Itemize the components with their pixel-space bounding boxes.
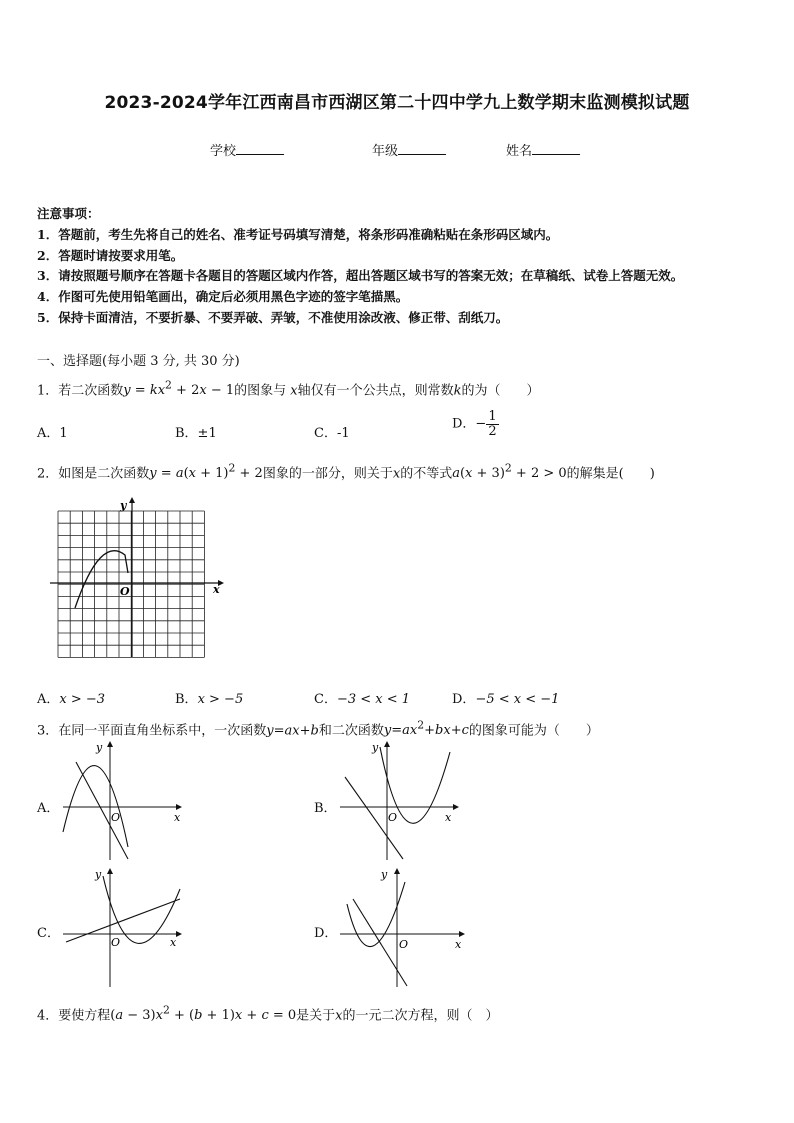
name-label: 姓名 bbox=[506, 144, 533, 159]
q1-end: 的为（ ） bbox=[461, 383, 540, 399]
q3a-origin: O bbox=[111, 811, 121, 824]
q1-suffix: 轴仅有一个公共点，则常数 bbox=[297, 383, 454, 399]
q2-end: 的解集是( ) bbox=[566, 466, 655, 482]
q2-graph-origin: O bbox=[120, 585, 130, 598]
question-1: 1．若二次函数$y = kx^2 + 2x - 1$的图象与 x轴仅有一个公共点，则常数k的为（ ） bbox=[37, 379, 540, 399]
q2-graph-y-label: y bbox=[120, 499, 127, 512]
q2-prefix: 2．如图是二次函数 bbox=[37, 466, 150, 482]
q3-option-a[interactable]: A． bbox=[37, 801, 60, 816]
grade-field[interactable] bbox=[372, 140, 446, 159]
q3-option-d-graph bbox=[335, 864, 470, 989]
q1-formula: $y = kx^2 + 2x - 1$ bbox=[123, 379, 235, 399]
q3-middle: 和二次函数 bbox=[318, 723, 384, 739]
q4-equation: $(a - 3)x^2 + (b + 1)x + c = 0$ bbox=[110, 1004, 297, 1024]
q2-option-c-letter: C． bbox=[314, 692, 337, 707]
q3a-x-label: x bbox=[174, 811, 181, 824]
q3-option-d[interactable]: D． bbox=[314, 926, 338, 941]
q3-option-b[interactable]: B． bbox=[314, 801, 337, 816]
q3b-y-label: y bbox=[372, 741, 379, 754]
q3-option-c[interactable]: C． bbox=[37, 926, 60, 941]
notice-item-3: 3．请按照题号顺序在答题卡各题目的答题区域内作答，超出答题区域书写的答案无效；在草稿纸、试卷上答题无效。 bbox=[37, 268, 684, 283]
q3c-x-label: x bbox=[170, 936, 177, 949]
q2-option-d-letter: D． bbox=[452, 692, 476, 707]
grade-blank[interactable] bbox=[398, 142, 446, 155]
q2-option-a-letter: A． bbox=[37, 692, 60, 707]
q3-option-c-graph bbox=[58, 864, 188, 989]
q3-option-b-graph bbox=[335, 737, 465, 862]
q3d-x-label: x bbox=[455, 938, 462, 951]
q3-prefix: 3．在同一平面直角坐标系中，一次函数 bbox=[37, 723, 267, 739]
q2-option-d-text: −5 < x < −1 bbox=[475, 692, 560, 707]
q4-middle: 是关于 bbox=[296, 1008, 336, 1024]
q3a-y-label: y bbox=[96, 741, 103, 754]
q4-prefix: 4．要使方程 bbox=[37, 1008, 111, 1024]
q3-end: 的图象可能为（ ） bbox=[468, 723, 599, 739]
notice-item-1: 1．答题前，考生先将自己的姓名、准考证号码填写清楚，将条形码准确粘贴在条形码区域内。 bbox=[37, 227, 559, 242]
q3d-origin: O bbox=[399, 938, 409, 951]
notice-item-5: 5．保持卡面清洁，不要折暴、不要弄破、弄皱，不准使用涂改液、修正带、刮纸刀。 bbox=[37, 310, 509, 325]
q2-option-a[interactable] bbox=[37, 688, 105, 707]
page-title: 2023-2024学年江西南昌市西湖区第二十四中学九上数学期末监测模拟试题 bbox=[104, 93, 690, 113]
school-label: 学校 bbox=[210, 144, 237, 159]
q1-prefix: 1．若二次函数 bbox=[37, 383, 124, 399]
question-3 bbox=[37, 719, 599, 738]
notice-item-4: 4．作图可先使用铅笔画出，确定后必须用黑色字迹的签字笔描黑。 bbox=[37, 289, 409, 304]
q3b-origin: O bbox=[388, 811, 398, 824]
q2-graph-x-label: x bbox=[213, 583, 220, 596]
q2-option-d[interactable] bbox=[452, 688, 559, 707]
q2-option-b-text: x > −5 bbox=[197, 692, 244, 707]
q2-option-b-letter: B． bbox=[175, 692, 198, 707]
q3d-y-label: y bbox=[381, 868, 388, 881]
q2-inequality: $a(x + 3)^2 + 2 > 0$ bbox=[452, 462, 567, 482]
q4-end: 的一元二次方程，则（ ） bbox=[342, 1008, 499, 1024]
q3c-origin: O bbox=[111, 936, 121, 949]
q3c-y-label: y bbox=[95, 868, 102, 881]
grade-label: 年级 bbox=[372, 144, 399, 159]
q1-middle: 的图象与 bbox=[234, 383, 287, 399]
name-blank[interactable] bbox=[532, 142, 580, 155]
q3-quadratic: $y=ax^2+bx+c$ bbox=[383, 719, 469, 739]
q3-option-a-graph bbox=[58, 737, 188, 862]
q2-formula: $y = a(x + 1)^2 + 2$ bbox=[149, 462, 263, 482]
q2-middle2: 的不等式 bbox=[400, 466, 453, 482]
section-heading: 一、选择题(每小题 3 分, 共 30 分) bbox=[37, 354, 240, 369]
q1-option-b[interactable]: B．±1 bbox=[175, 426, 217, 441]
q1-option-a[interactable]: A．1 bbox=[37, 426, 68, 441]
notice-item-2: 2．答题时请按要求用笔。 bbox=[37, 248, 184, 263]
school-blank[interactable] bbox=[236, 142, 284, 155]
q2-graph bbox=[50, 495, 230, 665]
q1-option-c[interactable]: C．-1 bbox=[314, 426, 350, 441]
question-4: 4．要使方程$(a - 3)x^2 + (b + 1)x + c = 0$是关于x的一元二次方程，则（ ） bbox=[37, 1004, 499, 1024]
q2-option-c[interactable] bbox=[314, 688, 410, 707]
q1-option-d-fraction: $\frac{1}{2}$ bbox=[488, 409, 497, 439]
q2-middle: 图象的一部分，则关于 bbox=[262, 466, 393, 482]
name-field[interactable] bbox=[506, 140, 580, 159]
q2-option-a-text: x > −3 bbox=[59, 692, 106, 707]
question-2: 2．如图是二次函数$y = a(x + 1)^2 + 2$图象的一部分，则关于x的不等式$a(x + 3)^2 + 2 > 0$的解集是( ) bbox=[37, 462, 655, 482]
q3-linear: y=ax+b bbox=[266, 723, 319, 739]
q2-option-b[interactable] bbox=[175, 688, 243, 707]
school-field[interactable] bbox=[210, 140, 284, 159]
q1-option-d-label: D．− bbox=[452, 416, 487, 432]
q1-option-d[interactable] bbox=[452, 410, 499, 438]
q3b-x-label: x bbox=[445, 811, 452, 824]
notice-heading: 注意事项： bbox=[37, 206, 100, 221]
q2-option-c-text: −3 < x < 1 bbox=[336, 692, 411, 707]
